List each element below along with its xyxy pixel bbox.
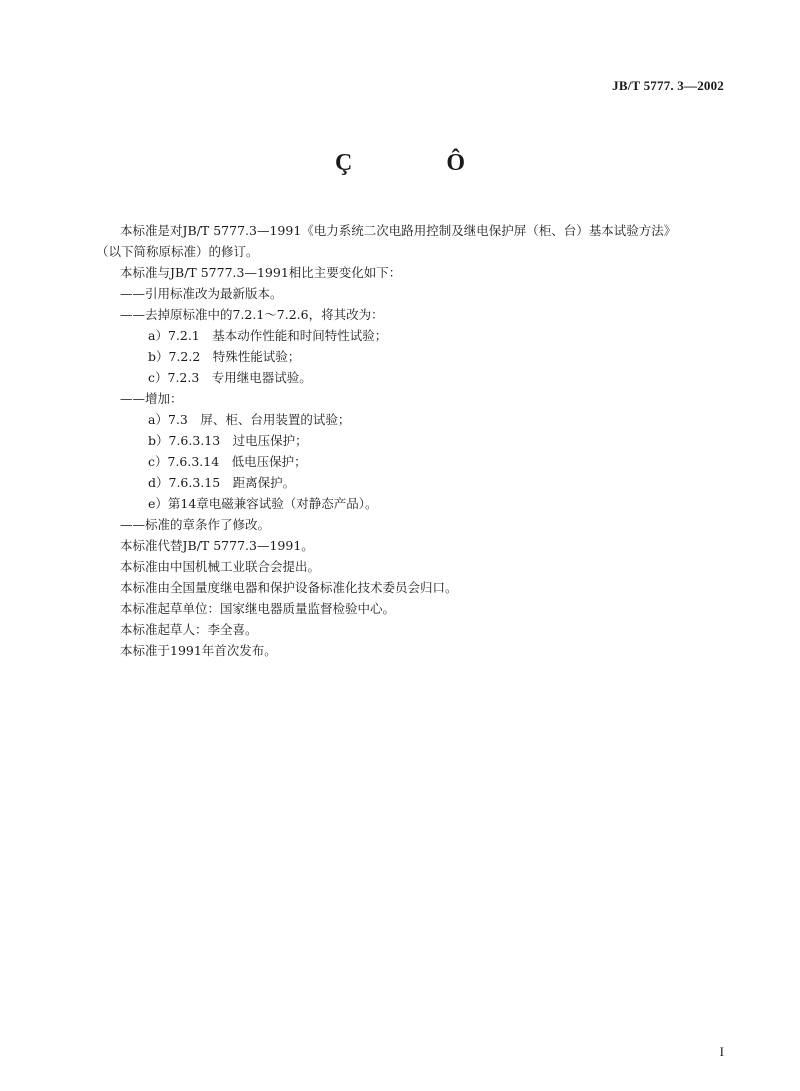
list-item: c）7.6.3.14 低电压保护；	[148, 454, 307, 469]
intro-paragraph-line-1: 本标准是对JB/T 5777.3—1991《电力系统二次电路用控制及继电保护屏（柜、台）基本试验方法》	[120, 223, 677, 238]
intro-paragraph-line-2: （以下简称原标准）的修订。	[96, 244, 259, 259]
change-item-2: ——去掉原标准中的7.2.1～7.2.6，将其改为：	[120, 307, 384, 322]
proposed-by-statement: 本标准由中国机械工业联合会提出。	[120, 559, 321, 574]
list-item: a）7.2.1 基本动作性能和时间特性试验；	[148, 328, 388, 343]
list-item: a）7.3 屏、柜、台用装置的试验；	[148, 412, 351, 427]
document-code: JB/T 5777. 3—2002	[612, 78, 724, 93]
change-item-4: ——标准的章条作了修改。	[120, 517, 271, 532]
document-body	[96, 220, 736, 661]
drafting-unit-statement: 本标准起草单位：国家继电器质量监督检验中心。	[120, 601, 396, 616]
first-published-statement: 本标准于1991年首次发布。	[120, 643, 277, 658]
list-item: e）第14章电磁兼容试验（对静态产品）。	[148, 496, 378, 511]
list-item: c）7.2.3 专用继电器试验。	[148, 370, 312, 385]
page-number: I	[719, 1044, 724, 1059]
replaces-statement: 本标准代替JB/T 5777.3—1991。	[120, 538, 314, 553]
changes-intro: 本标准与JB/T 5777.3—1991相比主要变化如下：	[120, 265, 402, 280]
change-item-3: ——增加：	[120, 391, 183, 406]
drafter-statement: 本标准起草人：李全喜。	[120, 622, 258, 637]
page-title: Ç Ô	[335, 150, 509, 176]
list-item: b）7.6.3.13 过电压保护；	[148, 433, 308, 448]
managed-by-statement: 本标准由全国量度继电器和保护设备标准化技术委员会归口。	[120, 580, 458, 595]
change-item-1: ——引用标准改为最新版本。	[120, 286, 283, 301]
list-item: b）7.2.2 特殊性能试验；	[148, 349, 301, 364]
list-item: d）7.6.3.15 距离保护。	[148, 475, 296, 490]
